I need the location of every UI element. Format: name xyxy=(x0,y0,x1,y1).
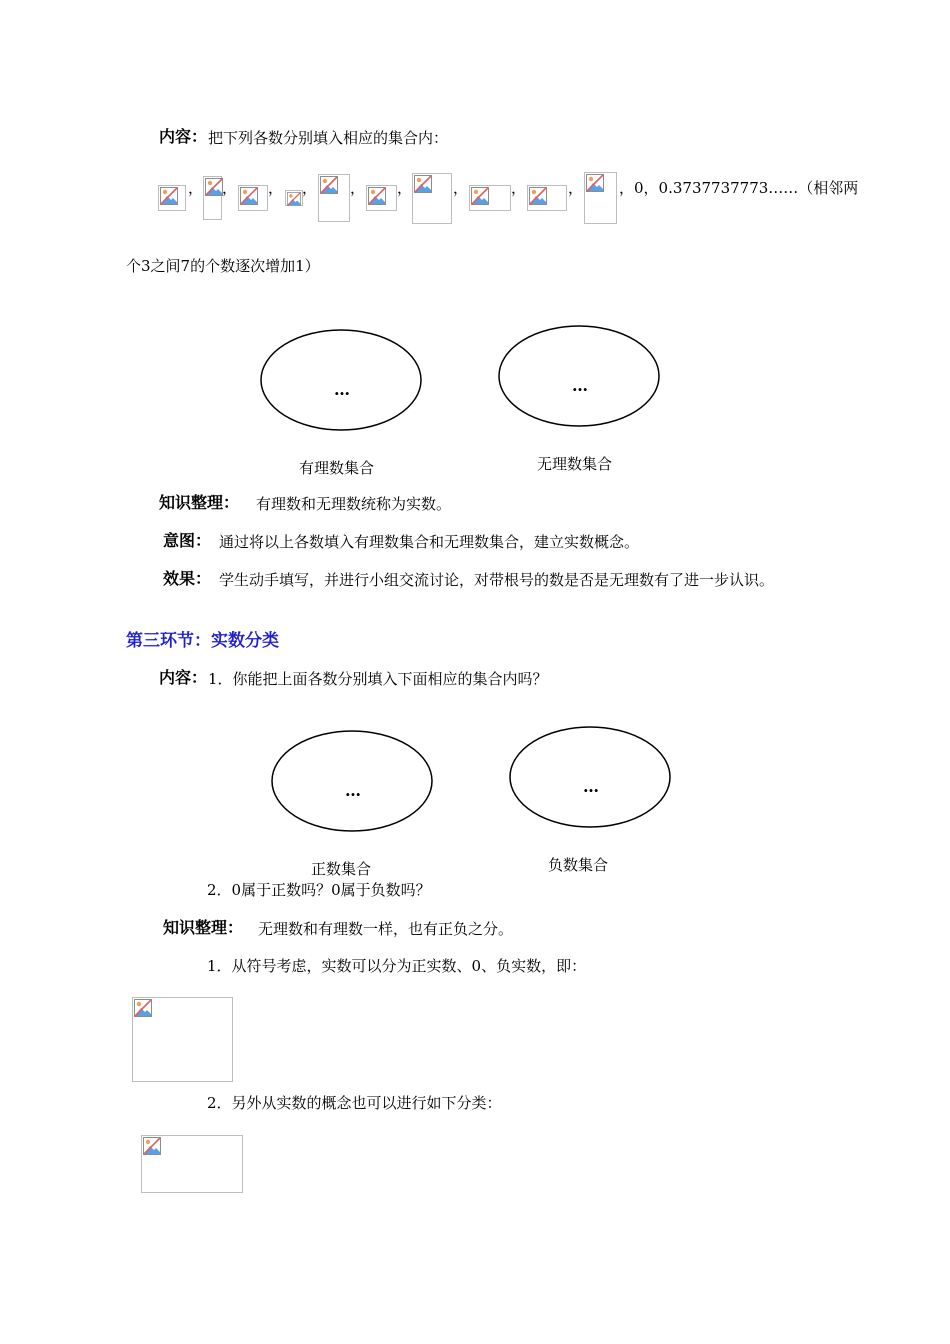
formula-image xyxy=(238,185,268,211)
separator: ， xyxy=(350,179,366,197)
classification-image xyxy=(141,1135,243,1193)
knowledge-label: 知识整理： xyxy=(163,918,244,937)
broken-image-icon xyxy=(143,1137,161,1155)
broken-image-icon xyxy=(320,176,338,194)
broken-image-icon xyxy=(205,178,223,196)
separator: ， xyxy=(511,179,527,197)
irrational-set-dots: … xyxy=(572,376,588,395)
formula-image xyxy=(527,185,567,211)
content-text: 把下列各数分别填入相应的集合内： xyxy=(208,129,449,147)
positive-set-dots: … xyxy=(345,781,361,800)
classification-image xyxy=(132,997,233,1082)
separator: ， xyxy=(453,179,469,197)
broken-image-icon xyxy=(414,175,432,193)
broken-image-icon xyxy=(287,192,301,206)
intent-text: 通过将以上各数填入有理数集合和无理数集合，建立实数概念。 xyxy=(219,533,640,551)
irrational-set-label: 无理数集合 xyxy=(537,455,613,473)
classification-point-2: 2．另外从实数的概念也可以进行如下分类： xyxy=(207,1094,502,1112)
rational-set-label: 有理数集合 xyxy=(299,459,375,477)
formula-image xyxy=(469,185,511,211)
question-2: 2．0属于正数吗？0属于负数吗？ xyxy=(207,881,431,899)
separator: ， xyxy=(222,179,238,197)
broken-image-icon xyxy=(368,187,386,205)
broken-image-icon xyxy=(586,174,604,192)
positive-set-label: 正数集合 xyxy=(311,860,372,878)
separator: ， xyxy=(188,179,204,197)
separator: ， xyxy=(302,179,318,197)
section-heading: 第三环节：实数分类 xyxy=(126,631,279,651)
formula-image xyxy=(366,185,397,211)
separator: ， xyxy=(268,179,284,197)
content-label: 内容： xyxy=(159,127,208,146)
intent-label: 意图： xyxy=(163,531,212,550)
content-text: 1．你能把上面各数分别填入下面相应的集合内吗？ xyxy=(208,670,548,688)
broken-image-icon xyxy=(471,187,489,205)
effect-text: 学生动手填写，并进行小组交流讨论，对带根号的数是否是无理数有了进一步认识。 xyxy=(219,571,775,589)
rational-set-dots: … xyxy=(334,380,350,399)
negative-set-dots: … xyxy=(583,777,599,796)
effect-label: 效果： xyxy=(163,569,212,588)
broken-image-icon xyxy=(160,187,178,205)
content-label: 内容： xyxy=(159,668,208,687)
number-list-tail: ，0，0.3737737773……（相邻两 xyxy=(619,179,859,197)
formula-image xyxy=(158,185,186,211)
broken-image-icon xyxy=(529,187,547,205)
knowledge-label: 知识整理： xyxy=(159,493,240,512)
classification-point-1: 1．从符号考虑，实数可以分为正实数、0、负实数，即： xyxy=(207,957,587,975)
formula-image xyxy=(285,190,303,206)
negative-set-label: 负数集合 xyxy=(548,856,609,874)
number-list-continuation: 个3之间7的个数逐次增加1） xyxy=(126,257,320,275)
broken-image-icon xyxy=(240,187,258,205)
separator: ， xyxy=(397,179,413,197)
knowledge-text: 有理数和无理数统称为实数。 xyxy=(256,495,452,513)
formula-image xyxy=(318,174,350,222)
knowledge-text: 无理数和有理数一样，也有正负之分。 xyxy=(258,920,514,938)
broken-image-icon xyxy=(134,999,152,1017)
formula-image xyxy=(203,176,222,220)
separator: ， xyxy=(568,179,584,197)
formula-image xyxy=(412,173,452,224)
formula-image xyxy=(584,172,617,224)
